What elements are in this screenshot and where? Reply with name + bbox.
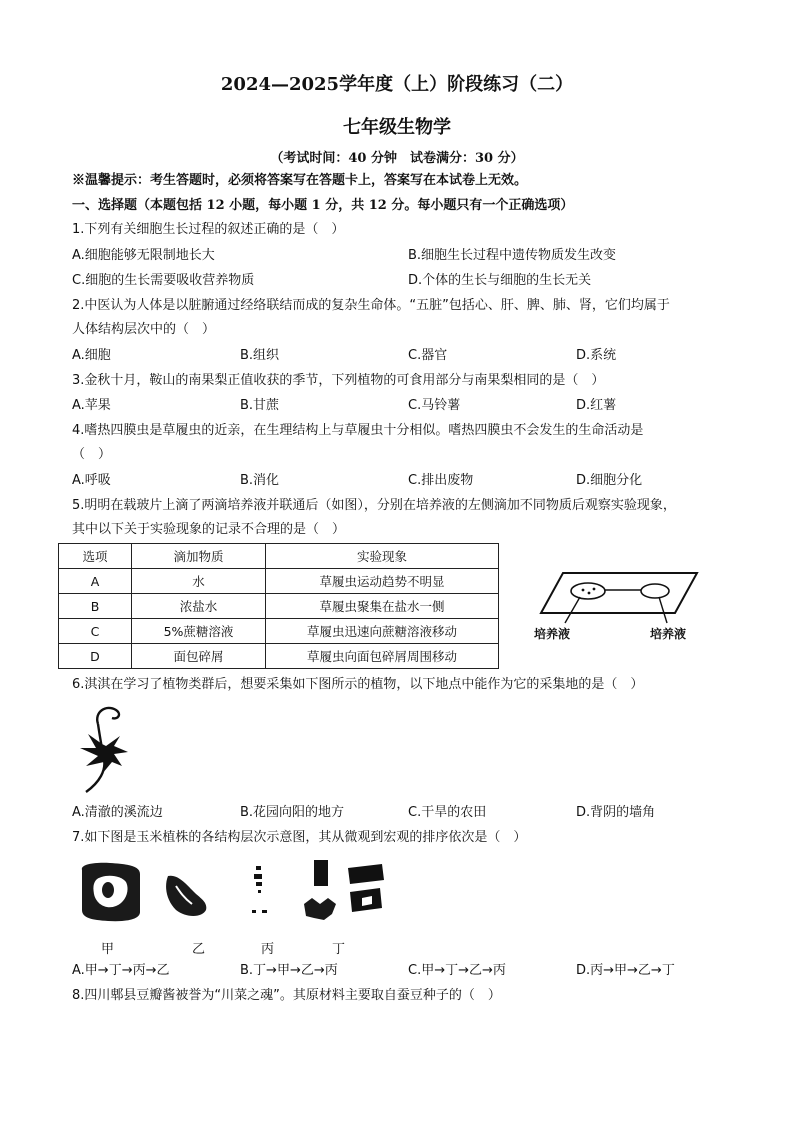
table-cell: A (59, 569, 132, 594)
pointer-line-right (659, 597, 667, 623)
culture-drop-left (571, 583, 605, 599)
q7-stem: 7.如下图是玉米植株的各结构层次示意图，其从微观到宏观的排序依次是（ ） (72, 830, 527, 845)
q2-stem-line1: 2.中医认为人体是以脏腑通过经络联结而成的复杂生命体。“五脏”包括心、肝、脾、肺、肾，它们均属于 (72, 298, 670, 313)
sporangium-stalk (97, 708, 119, 724)
notice: ※温馨提示：考生答题时，必须将答案写在答题卡上，答案写在本试卷上无效。 (72, 173, 528, 188)
pointer-line-left (565, 597, 580, 623)
q2-option-d: D.系统 (576, 348, 617, 363)
q6-stem: 6.淇淇在学习了植物类群后，想要采集如下图所示的植物，以下地点中能作为它的采集地的是（ ） (72, 677, 644, 692)
label-yi: 乙 (192, 942, 206, 957)
table-cell: D (59, 644, 132, 669)
table-row (59, 619, 499, 644)
q4-option-b: B.消化 (240, 473, 280, 488)
table-cell: C (59, 619, 132, 644)
tissue-cluster (304, 898, 336, 920)
section-heading: 一、选择题（本题包括 12 小题，每小题 1 分，共 12 分。每小题只有一个正确选项） (72, 198, 574, 213)
moss-plant-figure (76, 704, 136, 796)
table-header: 滴加物质 (132, 544, 266, 569)
q5-stem-line2: 其中以下关于实验现象的记录不合理的是（ ） (72, 522, 346, 537)
organ-leaf (348, 864, 384, 884)
label-jia: 甲 (101, 942, 115, 957)
q5-stem-line1: 5.明明在载玻片上滴了两滴培养液并联通后（如图），分别在培养液的左侧滴加不同物质后观察实验现象， (72, 498, 676, 513)
table-cell: B (59, 594, 132, 619)
plant-figure (244, 864, 274, 920)
table-cell: 草履虫向面包碎屑周围移动 (266, 644, 499, 669)
q7-option-b: B.丁→甲→乙→丙 (240, 963, 338, 978)
table-header: 选项 (59, 544, 132, 569)
subject-title: 七年级生物学 (343, 117, 451, 138)
q7-option-d: D.丙→甲→乙→丁 (576, 963, 675, 978)
table-row (59, 569, 499, 594)
figure-label-right: 培养液 (650, 627, 687, 641)
table-cell: 草履虫迅速向蔗糖溶液移动 (266, 619, 499, 644)
table-cell: 面包碎屑 (132, 644, 266, 669)
q1-option-a: A.细胞能够无限制地长大 (72, 248, 215, 263)
seed-shape (166, 876, 206, 916)
q2-stem-line2: 人体结构层次中的（ ） (72, 322, 216, 337)
table-row (59, 644, 499, 669)
q7-option-c: C.甲→丁→乙→丙 (408, 963, 506, 978)
q1-stem: 1.下列有关细胞生长过程的叙述正确的是（ ） (72, 222, 345, 237)
label-bing: 丙 (261, 942, 275, 957)
q7-option-a: A.甲→丁→丙→乙 (72, 963, 170, 978)
q3-option-d: D.红薯 (576, 398, 617, 413)
slide-figure (525, 565, 705, 625)
seed-figure (160, 870, 210, 920)
q3-option-c: C.马铃薯 (408, 398, 461, 413)
table-row (59, 594, 499, 619)
q1-option-b: B.细胞生长过程中遗传物质发生改变 (408, 248, 617, 263)
table-cell: 浓盐水 (132, 594, 266, 619)
exam-title: 2024—2025学年度（上）阶段练习（二） (220, 74, 574, 95)
q6-option-d: D.背阴的墙角 (576, 805, 656, 820)
exam-info: （考试时间：40 分钟 试卷满分：30 分） (270, 151, 524, 166)
q6-option-c: C.干旱的农田 (408, 805, 487, 820)
tissue-figure (302, 858, 386, 924)
table-cell: 5%蔗糖溶液 (132, 619, 266, 644)
q2-option-a: A.细胞 (72, 348, 111, 363)
cell-nucleus (102, 882, 114, 898)
q8-stem: 8.四川郫县豆瓣酱被誉为“川菜之魂”。其原材料主要取自蚕豆种子的（ ） (72, 988, 501, 1003)
q2-option-c: C.器官 (408, 348, 448, 363)
q4-option-a: A.呼吸 (72, 473, 111, 488)
table-header-row (59, 544, 499, 569)
q3-option-b: B.甘蔗 (240, 398, 280, 413)
q4-stem-line1: 4.嗜热四膜虫是草履虫的近亲，在生理结构上与草履虫十分相似。嗜热四膜虫不会发生的生命活动是 (72, 423, 644, 438)
table-cell: 草履虫运动趋势不明显 (266, 569, 499, 594)
table-cell: 草履虫聚集在盐水一侧 (266, 594, 499, 619)
q6-option-b: B.花园向阳的地方 (240, 805, 345, 820)
q1-option-d: D.个体的生长与细胞的生长无关 (408, 273, 592, 288)
glass-slide (541, 573, 697, 613)
label-ding: 丁 (332, 942, 346, 957)
q5-table (58, 543, 499, 669)
q3-option-a: A.苹果 (72, 398, 111, 413)
q4-stem-line2: （ ） (72, 447, 112, 462)
cell-figure (76, 860, 146, 924)
figure-label-left: 培养液 (534, 627, 571, 641)
q3-stem: 3.金秋十月，鞍山的南果梨正值收获的季节，下列植物的可食用部分与南果梨相同的是（ ） (72, 373, 605, 388)
q2-option-b: B.组织 (240, 348, 280, 363)
q1-option-c: C.细胞的生长需要吸收营养物质 (72, 273, 255, 288)
table-header: 实验现象 (266, 544, 499, 569)
leaf-cluster (80, 734, 128, 774)
tissue-block (314, 860, 328, 886)
table-cell: 水 (132, 569, 266, 594)
q4-option-d: D.细胞分化 (576, 473, 643, 488)
q6-option-a: A.清澈的溪流边 (72, 805, 163, 820)
culture-drop-right (641, 584, 669, 598)
q4-option-c: C.排出废物 (408, 473, 474, 488)
